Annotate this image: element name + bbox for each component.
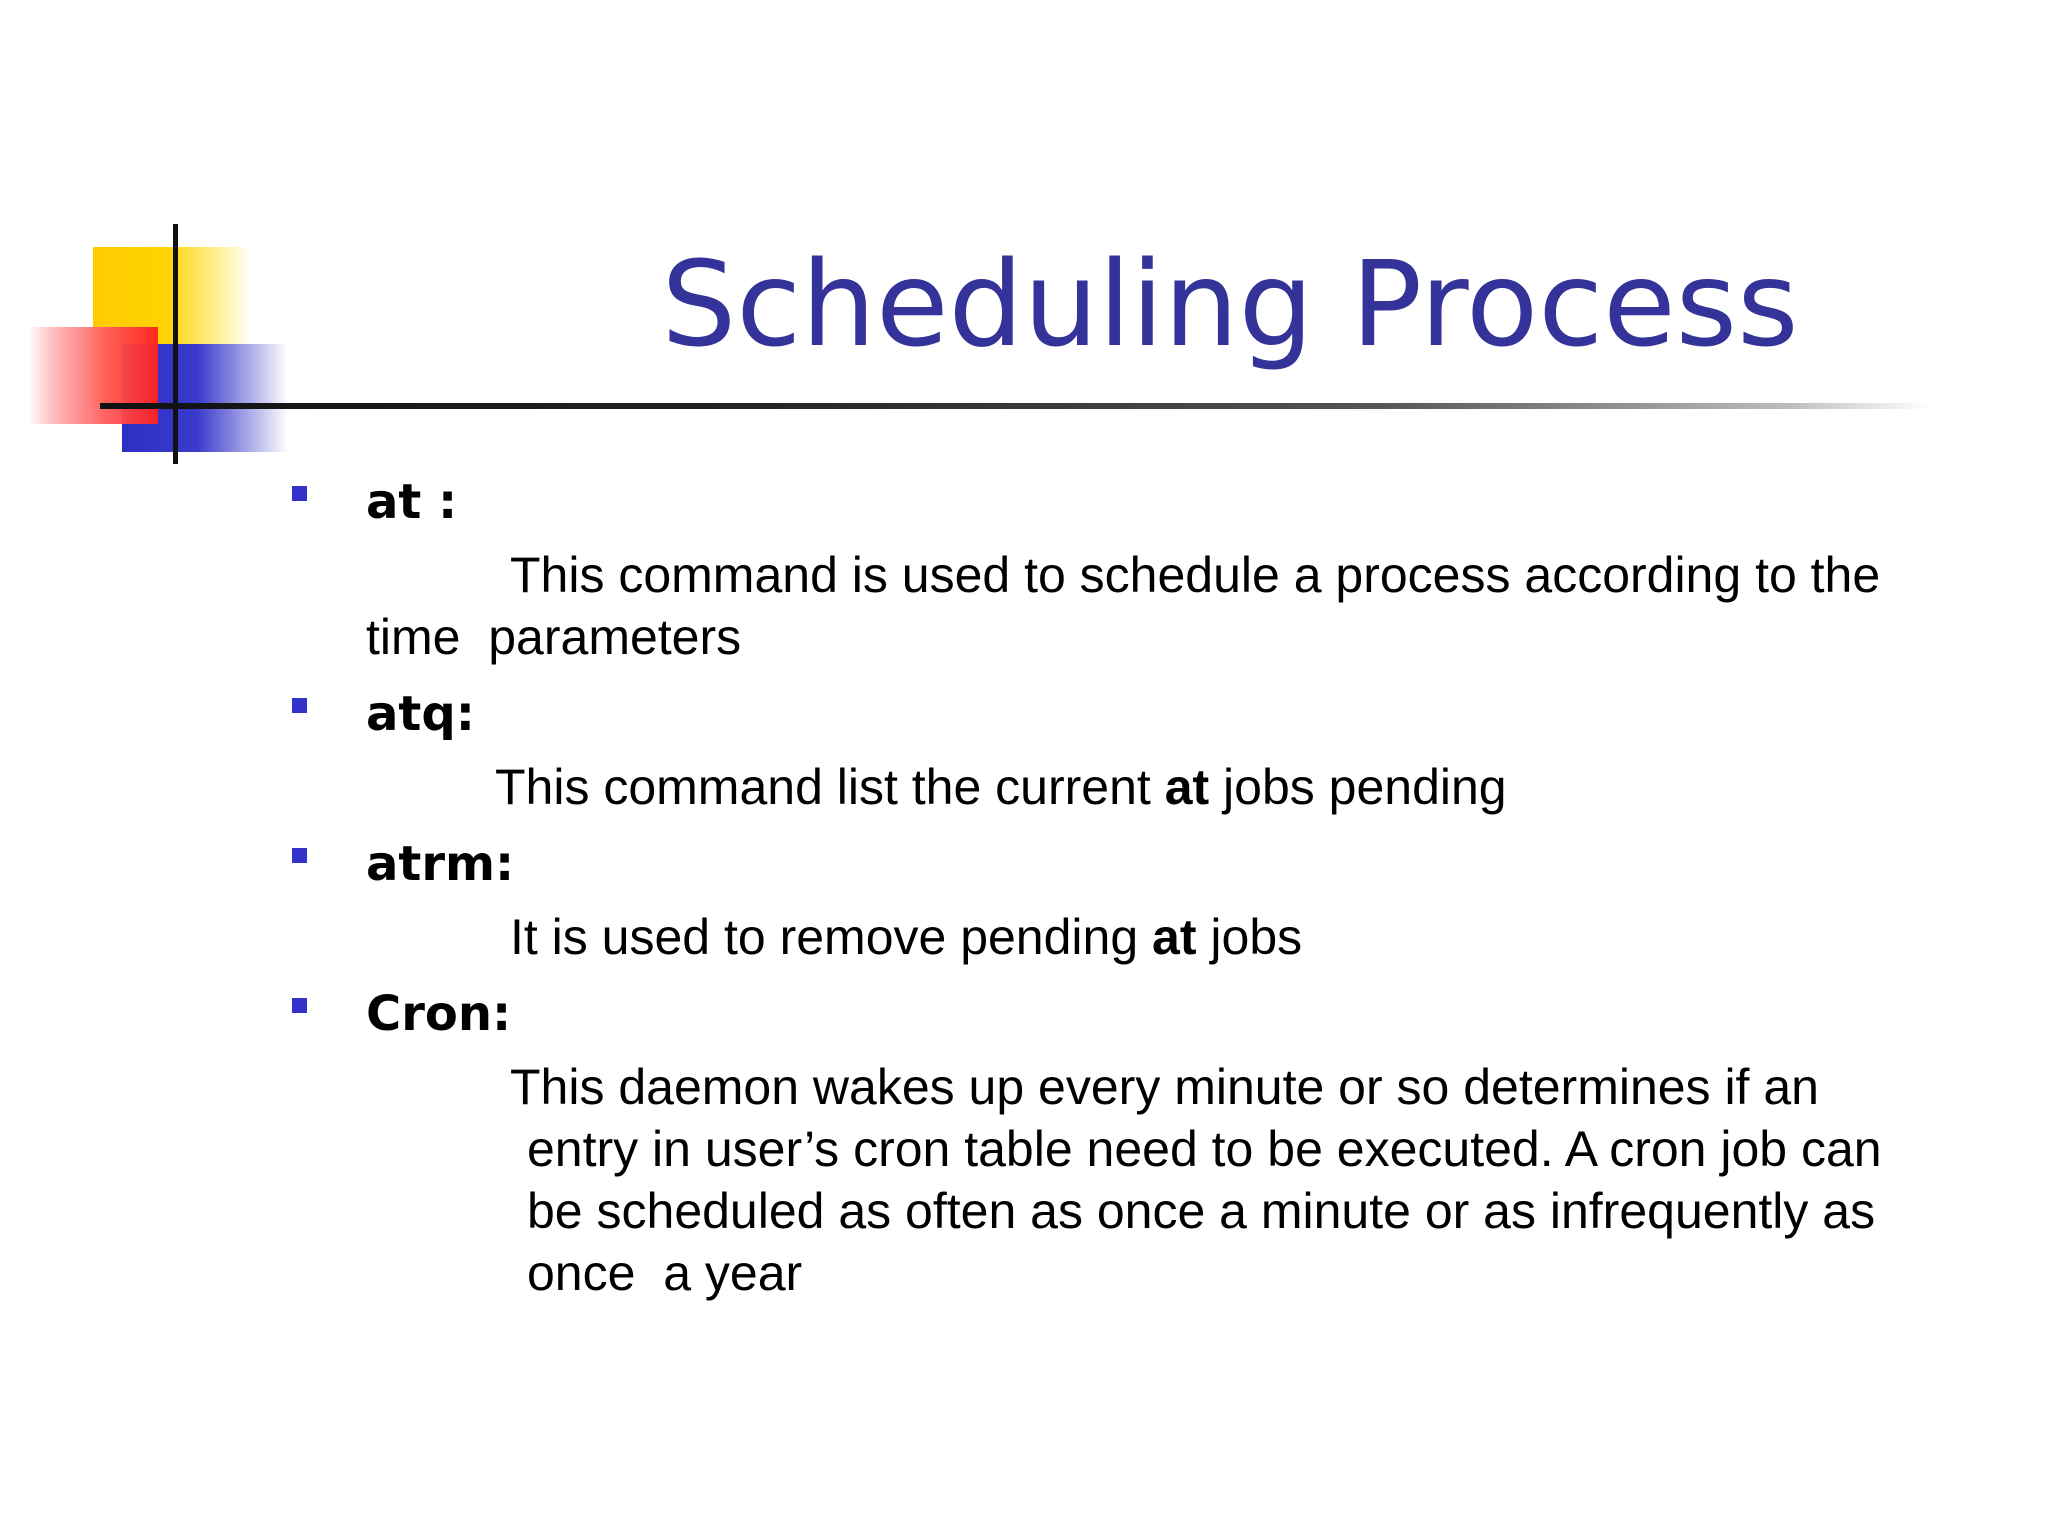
slide-title: Scheduling Process	[661, 235, 1799, 373]
desc-atrm-pre: It is used to remove pending	[510, 909, 1153, 965]
term-cron: Cron:	[366, 986, 512, 1042]
term-atrm: atrm:	[366, 836, 515, 892]
desc-cron-line-3: be scheduled as often as once a minute or as infrequently as	[527, 1183, 1876, 1239]
square-bullet-icon	[292, 998, 307, 1013]
square-bullet-icon	[292, 848, 307, 863]
desc-cron-line-1: This daemon wakes up every minute or so determines if an	[510, 1059, 1819, 1115]
desc-atq	[495, 759, 1507, 815]
desc-at-line-1: This command is used to schedule a process according to the	[510, 547, 1881, 603]
desc-cron-line-4: once a year	[527, 1245, 803, 1301]
square-bullet-icon	[292, 486, 307, 501]
desc-atq-pre: This command list the current	[495, 759, 1165, 815]
logo-vertical-rule	[173, 224, 178, 464]
desc-atq-bold: at	[1164, 759, 1210, 815]
title-underline-rule	[100, 403, 1930, 409]
square-bullet-icon	[292, 698, 307, 713]
term-atq: atq:	[366, 686, 475, 742]
desc-atrm-bold: at	[1152, 909, 1197, 965]
desc-atq-post: jobs pending	[1209, 759, 1507, 815]
desc-atrm-post: jobs	[1196, 909, 1303, 965]
term-at: at :	[366, 474, 458, 530]
logo-red-square	[28, 327, 158, 424]
desc-atrm	[510, 909, 1303, 965]
desc-cron-line-2: entry in user’s cron table need to be executed. A cron job can	[527, 1121, 1882, 1177]
desc-at-line-2: time parameters	[366, 609, 742, 665]
